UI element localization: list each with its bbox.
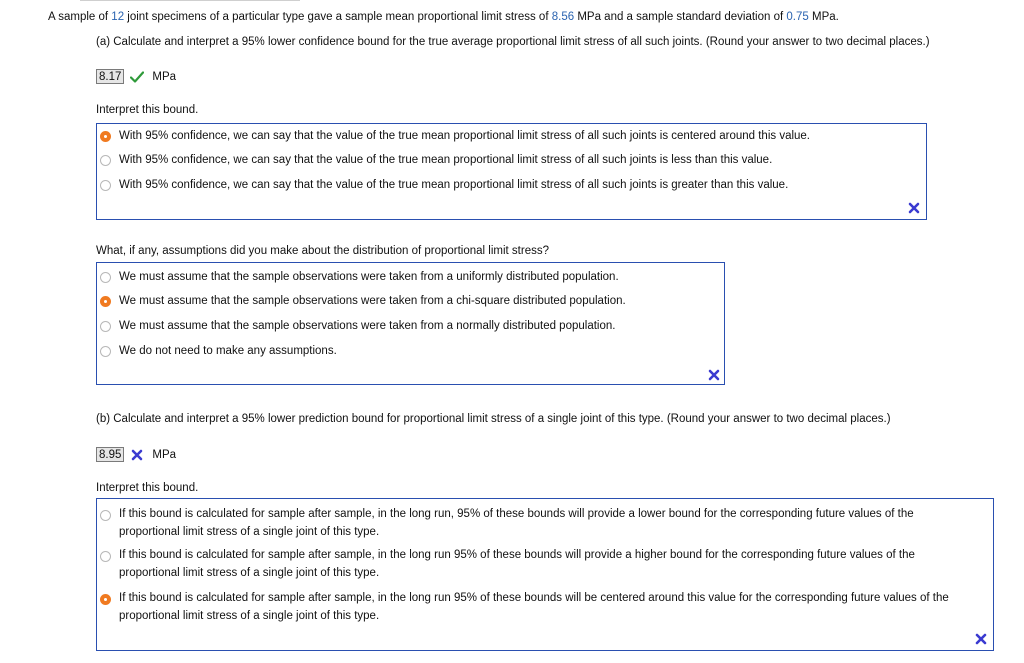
radio-interpret-b-1[interactable] (100, 551, 111, 562)
radio-interpret-b-0[interactable] (100, 510, 111, 521)
incorrect-icon (128, 448, 146, 462)
intro-text: MPa and a sample standard deviation of (577, 11, 784, 23)
radio-assumption-3[interactable] (100, 346, 111, 357)
radio-interpret-a-1[interactable] (100, 155, 111, 166)
incorrect-icon (708, 369, 720, 381)
radio-interpret-a-2[interactable] (100, 180, 111, 191)
sample-size-value: 12 (111, 11, 125, 23)
check-icon (128, 70, 146, 84)
incorrect-icon (908, 202, 920, 214)
part-a-answer-field[interactable]: 8.17 (96, 69, 124, 84)
part-a-answer-row (96, 68, 176, 85)
part-b-interpret-choices (96, 498, 994, 651)
choice-label[interactable]: We must assume that the sample observations were taken from a chi-square distributed population. (119, 295, 626, 307)
choice-label[interactable]: If this bound is calculated for sample after sample, in the long run, 95% of these bounds will provide a lower bound for the corresponding future values of the proportional limit stress of a single joint of this type. (119, 508, 914, 538)
radio-assumption-0[interactable] (100, 272, 111, 283)
radio-interpret-a-0[interactable] (100, 131, 111, 142)
choice-label[interactable]: With 95% confidence, we can say that the value of the true mean proportional limit stress of all such joints is greater than this value. (119, 179, 789, 191)
intro-text: joint specimens of a particular type gave a sample mean proportional limit stress of (127, 11, 549, 23)
incorrect-icon (975, 633, 987, 645)
choice-label[interactable]: If this bound is calculated for sample after sample, in the long run 95% of these bounds will provide a higher bound for the corresponding future values of the proportional limit stress of a single joint of this type. (119, 549, 915, 579)
part-a-interpret-choices (96, 123, 927, 220)
radio-assumption-1[interactable] (100, 296, 111, 307)
part-a-unit: MPa (152, 70, 177, 83)
part-b-answer-field[interactable]: 8.95 (96, 447, 124, 462)
part-b-unit: MPa (152, 448, 177, 461)
choice-label[interactable]: If this bound is calculated for sample after sample, in the long run 95% of these bounds will be centered around this value for the corresponding future values of the proportional limit stress of a single joint of this type. (119, 592, 949, 622)
choice-label[interactable]: We do not need to make any assumptions. (119, 345, 337, 357)
top-divider (80, 0, 300, 1)
assumption-label: What, if any, assumptions did you make about the distribution of proportional limit stress? (96, 245, 549, 257)
part-b-question: (b) Calculate and interpret a 95% lower prediction bound for proportional limit stress of a single joint of this type. (Round your answer to two decimal places.) (96, 413, 891, 425)
part-a-interpret-label: Interpret this bound. (96, 104, 199, 116)
problem-statement (48, 11, 839, 23)
sample-sd-value: 0.75 (786, 11, 809, 23)
part-b-answer-row (96, 446, 176, 463)
intro-text: A sample of (48, 11, 109, 23)
choice-label[interactable]: With 95% confidence, we can say that the value of the true mean proportional limit stress of all such joints is centered around this value. (119, 130, 811, 142)
radio-interpret-b-2[interactable] (100, 594, 111, 605)
intro-text: MPa. (811, 11, 839, 23)
choice-label[interactable]: We must assume that the sample observations were taken from a uniformly distributed population. (119, 271, 619, 283)
assumption-choices (96, 262, 725, 385)
sample-mean-value: 8.56 (551, 11, 575, 23)
choice-label[interactable]: With 95% confidence, we can say that the value of the true mean proportional limit stress of all such joints is less than this value. (119, 154, 773, 166)
part-b-interpret-label: Interpret this bound. (96, 482, 199, 494)
part-a-question: (a) Calculate and interpret a 95% lower confidence bound for the true average proportional limit stress of all such joints. (Round your answer to two decimal places.) (96, 36, 930, 48)
radio-assumption-2[interactable] (100, 321, 111, 332)
choice-label[interactable]: We must assume that the sample observations were taken from a normally distributed population. (119, 320, 616, 332)
